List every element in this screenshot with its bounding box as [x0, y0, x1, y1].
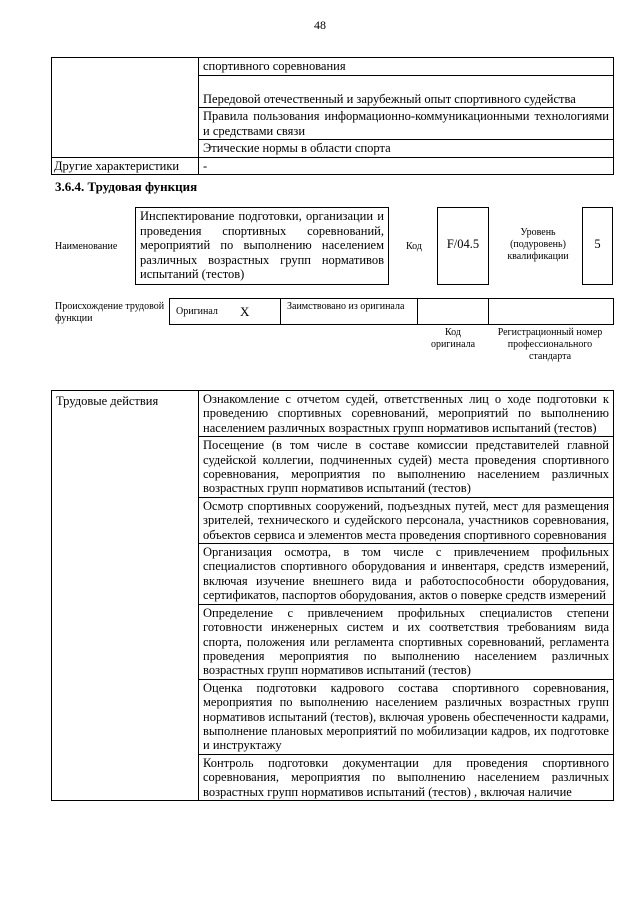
other-characteristics-label: Другие характеристики	[52, 157, 199, 174]
table-cell: Посещение (в том числе в составе комиссии представителей главной судейской коллегии, подчиненных судей) места проведения спортивного соревнования, мероприятия по выполнению населением различных возрастных групп нормативов испытаний (тестов)	[199, 437, 614, 498]
table-cell: -	[199, 157, 614, 174]
table-cell: Осмотр спортивных сооружений, подъездных путей, мест для размещения зрителей, технического и судейского персонала, участников соревнования, объектов сервиса и элементов места проведения спортивного соревнования	[199, 497, 614, 543]
table-row	[52, 58, 614, 76]
table-cell: Контроль подготовки документации для проведения спортивного соревнования, мероприятия по выполнению населением различных возрастных групп нормативов испытаний (тестов) , включая наличие	[199, 754, 614, 800]
table-cell: Ознакомление с отчетом судей, ответственных лиц о ходе подготовки к проведению спортивных соревнований, мероприятий по выполнению населением различных возрастных групп нормативов испытаний (тестов)	[199, 391, 614, 437]
borrowed-label: Заимствовано из оригинала	[287, 301, 405, 312]
table-cell: Определение с привлечением профильных специалистов степени готовности инженерных систем и их соответствия требованиям вида спорта, положения или регламента спортивных соревнований, регламента проведения мероприятия по выполнению населением различных возрастных групп нормативов испытаний (тестов)	[199, 604, 614, 679]
registration-caption: Регистрационный номер профессионального стандарта	[497, 327, 603, 362]
table-cell: Оценка подготовки кадрового состава спортивного соревнования, мероприятия по выполнению населением различных возрастных групп нормативов испытаний (тестов), включая уровень обеспеченности кадрами, выполнение плановых мероприятий по мобилизации кадров, их подготовке и инструктажу	[199, 679, 614, 754]
table-cell: Этические нормы в области спорта	[199, 140, 614, 157]
level-label: Уровень (подуровень) квалификации	[507, 227, 569, 262]
table-cell: спортивного соревнования	[199, 58, 614, 76]
code-label: Код	[406, 241, 422, 252]
code-original-caption: Код оригинала	[430, 327, 476, 350]
table-cell: Организация осмотра, в том числе с привлечением профильных специалистов спортивного оборудования и инвентаря, средств измерений, включая изучение внешнего вида и работоспособности оборудования, сертификатов, паспортов оборудования, актов о поверке средств измерений	[199, 544, 614, 605]
table-cell: Передовой отечественный и зарубежный опыт спортивного судейства	[199, 76, 614, 108]
divider	[488, 298, 489, 325]
function-name-box: Инспектирование подготовки, организации и проведения спортивных соревнований, мероприятий по выполнению населением различных возрастных групп нормативов испытаний (тестов)	[135, 207, 389, 285]
divider	[417, 298, 418, 325]
table-cell: Правила пользования информационно-коммуникационными технологиями и средствами связи	[199, 108, 614, 140]
labor-actions-label: Трудовые действия	[52, 391, 199, 801]
name-label: Наименование	[55, 241, 118, 252]
page-number: 48	[314, 18, 326, 32]
origin-label: Происхождение трудовой функции	[55, 301, 165, 324]
labor-actions-table	[51, 390, 614, 801]
original-mark: X	[240, 304, 250, 319]
table-cell-left	[52, 58, 199, 158]
divider	[280, 298, 281, 325]
table-row	[52, 157, 614, 174]
table-row	[52, 391, 614, 437]
code-value-box: F/04.5	[437, 207, 489, 285]
level-value-box: 5	[582, 207, 613, 285]
section-heading: 3.6.4. Трудовая функция	[55, 179, 198, 194]
knowledge-table	[51, 57, 614, 175]
original-label: Оригинал	[176, 306, 218, 317]
